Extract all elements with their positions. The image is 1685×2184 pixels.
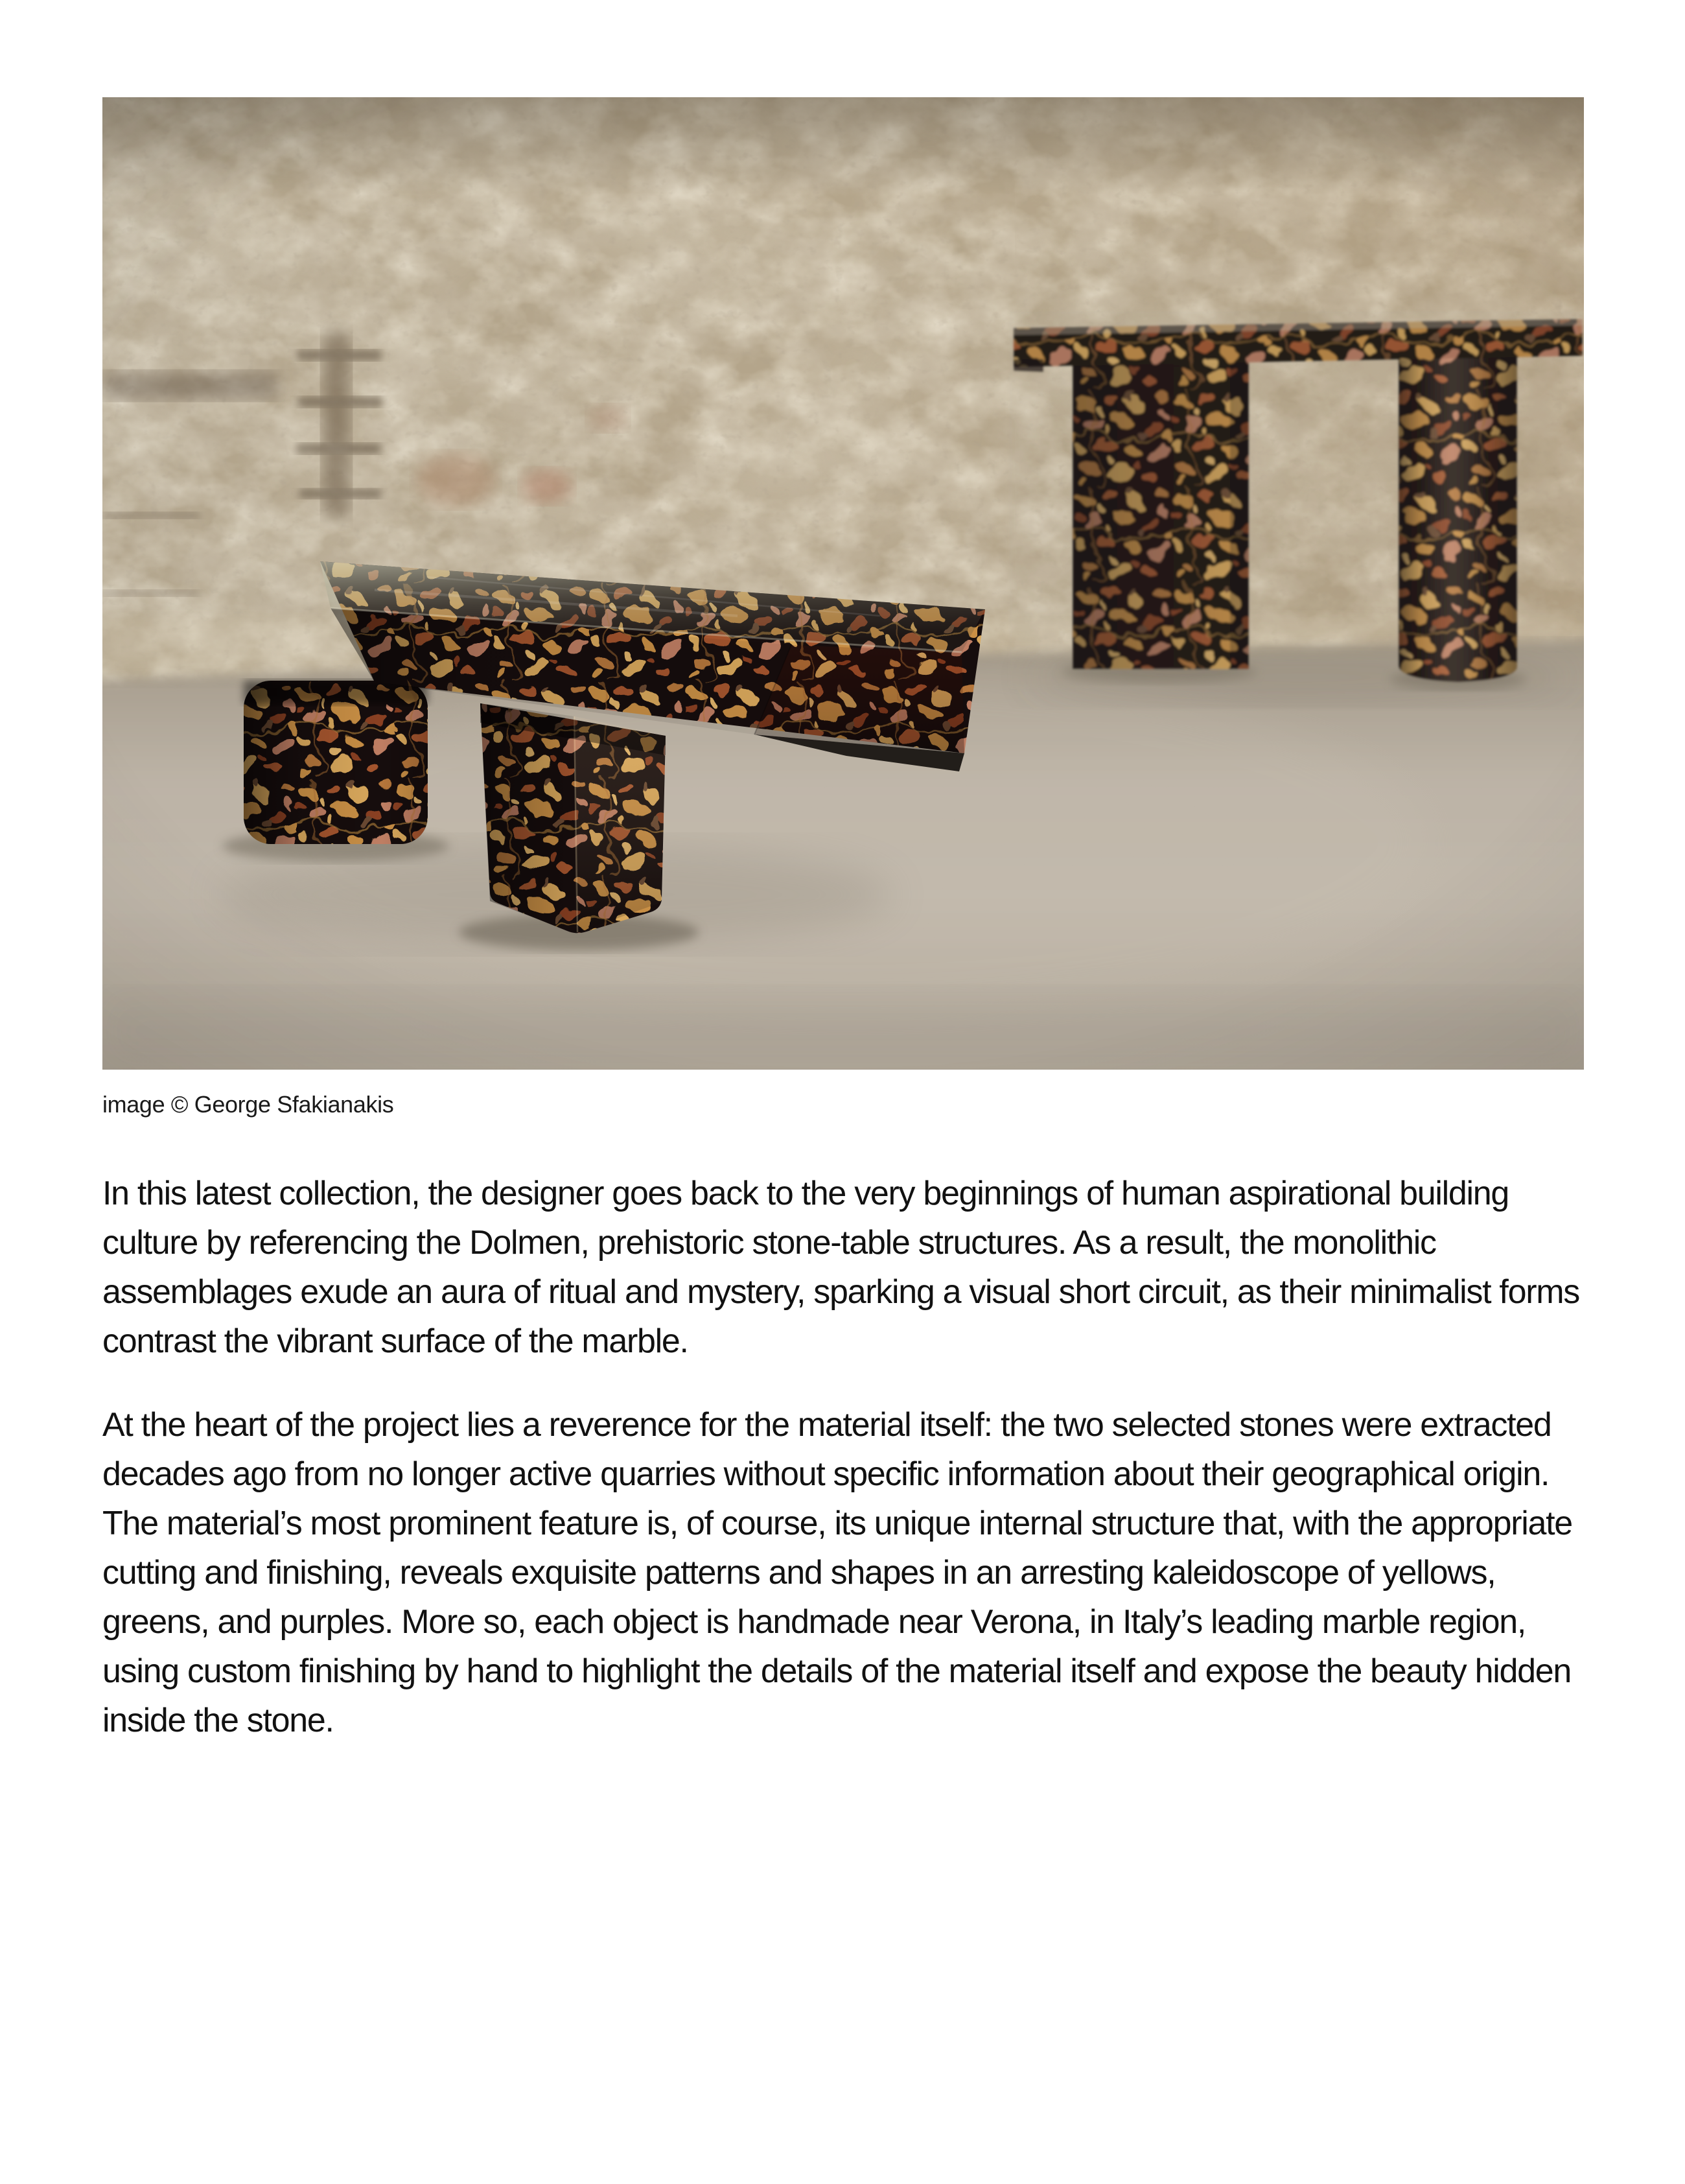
paragraph-1: In this latest collection, the designer goes back to the very beginnings of human aspirational building culture by referencing the Dolmen, prehistoric stone-table structures. As a result, the monolithic assemblages exude an aura of ritual and mystery, sparking a visual short circuit, as their minimalist forms contrast the vibrant surface of the marble. bbox=[102, 1175, 1579, 1360]
paragraph-2: At the heart of the project lies a reverence for the material itself: the two selected stones were extracted decades ago from no longer active quarries without specific information about their geographical origin. The material’s most prominent feature is, of course, its unique internal structure that, with the appropriate cutting and finishing, reveals exquisite patterns and shapes in an arresting kaleidoscope of yellows, greens, and purples. More so, each object is handmade near Verona, in Italy’s leading marble region, using custom finishing by hand to highlight the details of the material itself and expose the beauty hidden inside the stone. bbox=[102, 1406, 1572, 1739]
marble-furniture-scene bbox=[102, 97, 1584, 1070]
hero-figure bbox=[102, 97, 1584, 1116]
hero-photo bbox=[102, 97, 1584, 1070]
photo-caption: image © George Sfakianakis bbox=[102, 1091, 394, 1118]
photo-vignette bbox=[102, 97, 1584, 1070]
article bbox=[102, 97, 1584, 1745]
